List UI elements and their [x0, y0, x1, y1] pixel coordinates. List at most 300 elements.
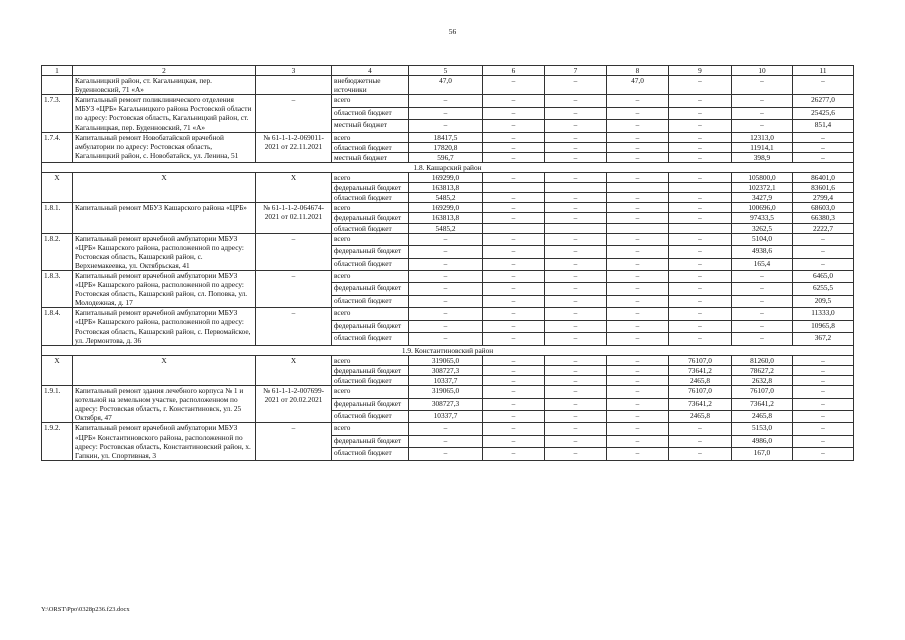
amount-cell: –: [483, 333, 545, 345]
amount-cell: 398,9: [732, 152, 793, 162]
amount-cell: 73641,2: [669, 398, 732, 410]
expertise-doc: –: [256, 95, 332, 132]
amount-cell: –: [793, 435, 854, 447]
funding-source: всего: [332, 308, 409, 320]
amount-cell: 3262,5: [732, 223, 793, 233]
amount-cell: –: [793, 258, 854, 270]
amount-cell: –: [607, 246, 669, 258]
funding-source: областной бюджет: [332, 376, 409, 386]
amount-cell: –: [545, 283, 607, 295]
column-number-row: [42, 66, 854, 76]
object-name: Капитальный ремонт Новобатайской врачебной амбулатории по адресу: Ростовская область, Кагальницкий район, с. Новобатайск, ул. Ленина, 51: [73, 132, 256, 162]
amount-cell: –: [545, 173, 607, 183]
amount-cell: –: [669, 142, 732, 152]
amount-cell: –: [409, 258, 483, 270]
amount-cell: 6255,5: [793, 283, 854, 295]
amount-cell: 2222,7: [793, 223, 854, 233]
amount-cell: –: [607, 333, 669, 345]
object-name: Капитальный ремонт МБУЗ Кашарского района «ЦРБ»: [73, 203, 256, 233]
amount-cell: –: [669, 320, 732, 332]
amount-cell: 68603,0: [793, 203, 854, 213]
funding-source: областной бюджет: [332, 107, 409, 119]
amount-cell: –: [607, 142, 669, 152]
amount-cell: –: [545, 386, 607, 398]
amount-cell: 47,0: [409, 76, 483, 95]
column-number: 2: [73, 66, 256, 76]
amount-cell: –: [545, 152, 607, 162]
amount-cell: –: [545, 233, 607, 245]
amount-cell: 73641,2: [732, 398, 793, 410]
object-name: X: [73, 355, 256, 385]
amount-cell: –: [409, 320, 483, 332]
amount-cell: –: [545, 411, 607, 423]
amount-cell: 5153,0: [732, 423, 793, 435]
amount-cell: –: [669, 423, 732, 435]
funding-source: федеральный бюджет: [332, 320, 409, 332]
amount-cell: –: [793, 132, 854, 142]
amount-cell: 105800,0: [732, 173, 793, 183]
amount-cell: –: [545, 308, 607, 320]
amount-cell: –: [409, 295, 483, 307]
amount-cell: –: [545, 295, 607, 307]
amount-cell: –: [545, 435, 607, 447]
object-name: Капитальный ремонт врачебной амбулатории МБУЗ «ЦРБ» Кашарского района, расположенной по адресу: Ростовская область, Кашарский район, с. Первомайское, ул. Лермонтова, д. 36: [73, 308, 256, 345]
amount-cell: –: [545, 142, 607, 152]
amount-cell: –: [545, 246, 607, 258]
amount-cell: –: [732, 120, 793, 132]
section-row: [42, 162, 854, 172]
amount-cell: –: [409, 270, 483, 282]
amount-cell: –: [607, 173, 669, 183]
amount-cell: –: [669, 258, 732, 270]
amount-cell: –: [483, 320, 545, 332]
amount-cell: –: [545, 376, 607, 386]
funding-source: областной бюджет: [332, 142, 409, 152]
amount-cell: –: [607, 320, 669, 332]
amount-cell: 5485,2: [409, 193, 483, 203]
amount-cell: 5104,0: [732, 233, 793, 245]
amount-cell: –: [483, 173, 545, 183]
funding-source: всего: [332, 132, 409, 142]
column-number: 8: [607, 66, 669, 76]
amount-cell: –: [607, 376, 669, 386]
amount-cell: –: [483, 76, 545, 95]
file-path-footer: Y:\ORST\Ppo\0328p236.f23.docx: [41, 606, 130, 613]
amount-cell: –: [732, 107, 793, 119]
amount-cell: –: [483, 423, 545, 435]
funding-source: всего: [332, 386, 409, 398]
amount-cell: –: [545, 423, 607, 435]
amount-cell: –: [607, 270, 669, 282]
row-number: 1.9.2.: [42, 423, 73, 460]
expertise-doc: № 61-1-1-2-064674-2021 от 02.11.2021: [256, 203, 332, 233]
amount-cell: –: [483, 283, 545, 295]
amount-cell: –: [607, 258, 669, 270]
amount-cell: 5485,2: [409, 223, 483, 233]
amount-cell: –: [607, 398, 669, 410]
amount-cell: –: [793, 355, 854, 365]
funding-source: всего: [332, 423, 409, 435]
row-number: 1.7.3.: [42, 95, 73, 132]
table-row: [42, 308, 854, 320]
amount-cell: –: [409, 107, 483, 119]
amount-cell: –: [483, 132, 545, 142]
amount-cell: 4938,6: [732, 246, 793, 258]
amount-cell: –: [669, 246, 732, 258]
amount-cell: –: [793, 365, 854, 375]
program-table: [41, 65, 854, 461]
row-number: 1.8.2.: [42, 233, 73, 270]
funding-source: местный бюджет: [332, 120, 409, 132]
amount-cell: –: [483, 376, 545, 386]
amount-cell: –: [483, 233, 545, 245]
amount-cell: 308727,3: [409, 398, 483, 410]
section-title: 1.9. Константиновский район: [42, 345, 854, 355]
amount-cell: –: [483, 295, 545, 307]
amount-cell: –: [607, 411, 669, 423]
amount-cell: –: [545, 333, 607, 345]
table-row: [42, 355, 854, 365]
amount-cell: 2799,4: [793, 193, 854, 203]
amount-cell: 10965,8: [793, 320, 854, 332]
column-number: 6: [483, 66, 545, 76]
amount-cell: –: [607, 203, 669, 213]
expertise-doc: –: [256, 423, 332, 460]
expertise-doc: № 61-1-1-2-069011-2021 от 22.11.2021: [256, 132, 332, 162]
amount-cell: –: [669, 233, 732, 245]
amount-cell: 78627,2: [732, 365, 793, 375]
funding-source: федеральный бюджет: [332, 398, 409, 410]
table-row: [42, 76, 854, 95]
amount-cell: 209,5: [793, 295, 854, 307]
amount-cell: –: [793, 233, 854, 245]
amount-cell: –: [409, 333, 483, 345]
amount-cell: –: [483, 213, 545, 223]
amount-cell: 167,0: [732, 448, 793, 460]
table-row: [42, 203, 854, 213]
amount-cell: –: [545, 258, 607, 270]
amount-cell: –: [793, 386, 854, 398]
amount-cell: –: [607, 365, 669, 375]
table-row: [42, 423, 854, 435]
amount-cell: [483, 183, 545, 193]
amount-cell: 86401,0: [793, 173, 854, 183]
amount-cell: –: [607, 95, 669, 107]
amount-cell: –: [607, 233, 669, 245]
amount-cell: –: [793, 76, 854, 95]
amount-cell: 165,4: [732, 258, 793, 270]
amount-cell: –: [483, 270, 545, 282]
row-number: 1.8.4.: [42, 308, 73, 345]
amount-cell: 76107,0: [669, 386, 732, 398]
amount-cell: –: [669, 448, 732, 460]
amount-cell: –: [607, 213, 669, 223]
row-number: 1.8.3.: [42, 270, 73, 307]
amount-cell: –: [607, 355, 669, 365]
amount-cell: 6465,0: [793, 270, 854, 282]
table-row: [42, 386, 854, 398]
section-title: 1.8. Кашарский район: [42, 162, 854, 172]
object-name: Капитальный ремонт здания лечебного корпуса № 1 и котельной на земельном участке, расположенном по адресу: Ростовская область, г. Константиновск, ул. 25 Октября, 47: [73, 386, 256, 423]
amount-cell: 308727,3: [409, 365, 483, 375]
amount-cell: –: [545, 95, 607, 107]
funding-source: федеральный бюджет: [332, 435, 409, 447]
funding-source: областной бюджет: [332, 411, 409, 423]
column-number: 5: [409, 66, 483, 76]
funding-source: областной бюджет: [332, 295, 409, 307]
amount-cell: 367,2: [793, 333, 854, 345]
amount-cell: –: [545, 193, 607, 203]
amount-cell: –: [607, 423, 669, 435]
object-name: Кагальницкий район, ст. Кагальницкая, пер. Буденновский, 71 «А»: [73, 76, 256, 95]
amount-cell: 169299,0: [409, 203, 483, 213]
amount-cell: –: [607, 295, 669, 307]
amount-cell: –: [483, 95, 545, 107]
amount-cell: –: [409, 283, 483, 295]
amount-cell: 3427,9: [732, 193, 793, 203]
amount-cell: [545, 183, 607, 193]
amount-cell: [669, 223, 732, 233]
amount-cell: –: [669, 435, 732, 447]
amount-cell: –: [483, 411, 545, 423]
amount-cell: –: [483, 386, 545, 398]
funding-source: всего: [332, 95, 409, 107]
funding-source: областной бюджет: [332, 223, 409, 233]
amount-cell: –: [545, 76, 607, 95]
amount-cell: –: [732, 295, 793, 307]
amount-cell: 97433,5: [732, 213, 793, 223]
amount-cell: 17820,8: [409, 142, 483, 152]
amount-cell: 73641,2: [669, 365, 732, 375]
amount-cell: –: [607, 448, 669, 460]
amount-cell: –: [669, 132, 732, 142]
amount-cell: [669, 183, 732, 193]
amount-cell: –: [409, 423, 483, 435]
row-number: [42, 76, 73, 95]
row-number: 1.8.1.: [42, 203, 73, 233]
amount-cell: –: [793, 376, 854, 386]
expertise-doc: [256, 76, 332, 95]
amount-cell: 319065,0: [409, 386, 483, 398]
amount-cell: –: [545, 320, 607, 332]
amount-cell: 76107,0: [669, 355, 732, 365]
amount-cell: –: [483, 435, 545, 447]
amount-cell: 163813,8: [409, 213, 483, 223]
amount-cell: 851,4: [793, 120, 854, 132]
amount-cell: [545, 223, 607, 233]
amount-cell: 2465,8: [669, 376, 732, 386]
amount-cell: –: [669, 193, 732, 203]
amount-cell: –: [607, 308, 669, 320]
funding-source: федеральный бюджет: [332, 213, 409, 223]
table-row: [42, 95, 854, 107]
amount-cell: –: [545, 132, 607, 142]
amount-cell: [607, 183, 669, 193]
amount-cell: –: [732, 320, 793, 332]
amount-cell: –: [793, 411, 854, 423]
amount-cell: –: [669, 107, 732, 119]
amount-cell: –: [607, 193, 669, 203]
funding-source: всего: [332, 270, 409, 282]
amount-cell: 25425,6: [793, 107, 854, 119]
amount-cell: –: [669, 333, 732, 345]
amount-cell: –: [669, 95, 732, 107]
amount-cell: 169299,0: [409, 173, 483, 183]
amount-cell: 26277,0: [793, 95, 854, 107]
row-number: 1.9.1.: [42, 386, 73, 423]
amount-cell: –: [669, 120, 732, 132]
object-name: Капитальный ремонт врачебной амбулатории МБУЗ «ЦРБ» Кашарского района, расположенной по адресу: Ростовская область, Кашарский район, сл. Поповка, ул. Молодежная, д. 17: [73, 270, 256, 307]
amount-cell: –: [669, 270, 732, 282]
amount-cell: –: [607, 132, 669, 142]
amount-cell: –: [483, 152, 545, 162]
funding-source: федеральный бюджет: [332, 183, 409, 193]
amount-cell: –: [669, 152, 732, 162]
expertise-doc: –: [256, 308, 332, 345]
section-row: [42, 345, 854, 355]
amount-cell: –: [669, 295, 732, 307]
funding-source: областной бюджет: [332, 258, 409, 270]
amount-cell: –: [483, 142, 545, 152]
amount-cell: –: [607, 283, 669, 295]
amount-cell: –: [545, 448, 607, 460]
amount-cell: –: [483, 258, 545, 270]
amount-cell: –: [545, 213, 607, 223]
column-number: 1: [42, 66, 73, 76]
funding-source: всего: [332, 203, 409, 213]
amount-cell: –: [483, 355, 545, 365]
table-row: [42, 233, 854, 245]
amount-cell: –: [545, 203, 607, 213]
amount-cell: 4986,0: [732, 435, 793, 447]
amount-cell: 10337,7: [409, 376, 483, 386]
funding-source: областной бюджет: [332, 448, 409, 460]
object-name: Капитальный ремонт врачебной амбулатории МБУЗ «ЦРБ» Константиновского района, расположенной по адресу: Ростовская область, Константиновский район, х. Гапкин, ул. Спортивная, 3: [73, 423, 256, 460]
amount-cell: –: [669, 308, 732, 320]
row-number: X: [42, 355, 73, 385]
amount-cell: –: [545, 365, 607, 375]
amount-cell: –: [669, 213, 732, 223]
object-name: X: [73, 173, 256, 203]
column-number: 3: [256, 66, 332, 76]
amount-cell: –: [483, 193, 545, 203]
row-number: X: [42, 173, 73, 203]
amount-cell: –: [732, 76, 793, 95]
amount-cell: 12313,0: [732, 132, 793, 142]
amount-cell: –: [409, 448, 483, 460]
amount-cell: –: [669, 283, 732, 295]
object-name: Капитальный ремонт поликлинического отделения МБУЗ «ЦРБ» Кагальницкого района Ростовской области по адресу: Ростовская область, Кагальницкий район, ст. Кагальницкая, пер. Буденновский, 71 «А»: [73, 95, 256, 132]
funding-source: федеральный бюджет: [332, 246, 409, 258]
amount-cell: –: [732, 95, 793, 107]
amount-cell: –: [607, 152, 669, 162]
amount-cell: 18417,5: [409, 132, 483, 142]
amount-cell: –: [409, 246, 483, 258]
expertise-doc: –: [256, 270, 332, 307]
amount-cell: 2632,8: [732, 376, 793, 386]
amount-cell: 83601,6: [793, 183, 854, 193]
funding-source: федеральный бюджет: [332, 283, 409, 295]
amount-cell: –: [409, 233, 483, 245]
amount-cell: 100696,0: [732, 203, 793, 213]
table-row: [42, 270, 854, 282]
amount-cell: –: [607, 386, 669, 398]
amount-cell: –: [545, 107, 607, 119]
amount-cell: 47,0: [607, 76, 669, 95]
amount-cell: –: [545, 270, 607, 282]
amount-cell: –: [483, 448, 545, 460]
amount-cell: –: [483, 120, 545, 132]
amount-cell: –: [793, 398, 854, 410]
amount-cell: –: [793, 152, 854, 162]
amount-cell: 10337,7: [409, 411, 483, 423]
funding-source: областной бюджет: [332, 333, 409, 345]
amount-cell: –: [545, 355, 607, 365]
funding-source: внебюджетные источники: [332, 76, 409, 95]
amount-cell: –: [483, 365, 545, 375]
amount-cell: –: [793, 142, 854, 152]
amount-cell: 2465,8: [669, 411, 732, 423]
page-number: 56: [448, 27, 457, 36]
amount-cell: 2465,8: [732, 411, 793, 423]
table-row: [42, 132, 854, 142]
column-number: 9: [669, 66, 732, 76]
amount-cell: –: [409, 95, 483, 107]
amount-cell: –: [545, 120, 607, 132]
amount-cell: –: [732, 308, 793, 320]
amount-cell: 66380,3: [793, 213, 854, 223]
amount-cell: 102372,1: [732, 183, 793, 193]
funding-source: всего: [332, 355, 409, 365]
column-number: 10: [732, 66, 793, 76]
expertise-doc: X: [256, 173, 332, 203]
amount-cell: –: [483, 107, 545, 119]
amount-cell: [483, 223, 545, 233]
table-row: [42, 173, 854, 183]
funding-source: федеральный бюджет: [332, 365, 409, 375]
expertise-doc: X: [256, 355, 332, 385]
amount-cell: –: [607, 435, 669, 447]
amount-cell: –: [732, 283, 793, 295]
amount-cell: –: [483, 203, 545, 213]
amount-cell: –: [607, 120, 669, 132]
amount-cell: 319065,0: [409, 355, 483, 365]
funding-source: местный бюджет: [332, 152, 409, 162]
amount-cell: –: [483, 308, 545, 320]
amount-cell: 76107,0: [732, 386, 793, 398]
amount-cell: –: [409, 120, 483, 132]
amount-cell: –: [483, 246, 545, 258]
row-number: 1.7.4.: [42, 132, 73, 162]
amount-cell: [607, 223, 669, 233]
amount-cell: –: [732, 270, 793, 282]
amount-cell: 596,7: [409, 152, 483, 162]
amount-cell: –: [669, 76, 732, 95]
funding-source: областной бюджет: [332, 193, 409, 203]
column-number: 4: [332, 66, 409, 76]
amount-cell: 163813,8: [409, 183, 483, 193]
amount-cell: –: [669, 173, 732, 183]
expertise-doc: –: [256, 233, 332, 270]
funding-source: всего: [332, 173, 409, 183]
amount-cell: 11333,0: [793, 308, 854, 320]
amount-cell: 81260,0: [732, 355, 793, 365]
amount-cell: –: [793, 246, 854, 258]
amount-cell: –: [793, 423, 854, 435]
amount-cell: –: [545, 398, 607, 410]
amount-cell: –: [793, 448, 854, 460]
amount-cell: –: [732, 333, 793, 345]
